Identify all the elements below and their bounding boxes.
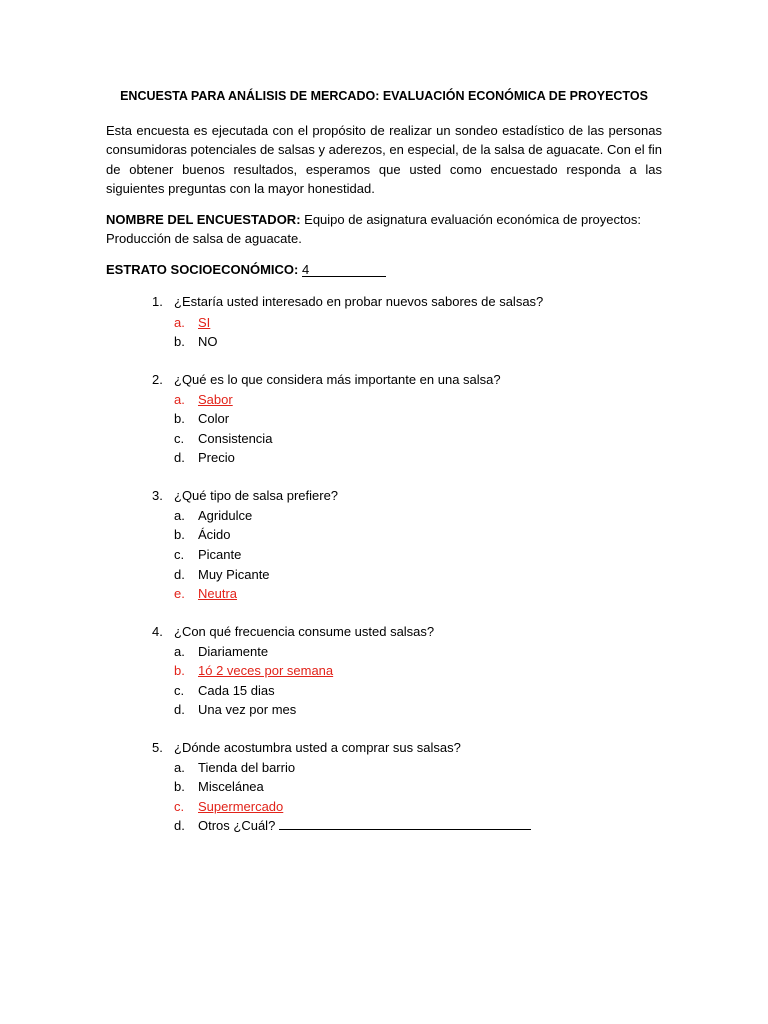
question-4-number: 4. <box>152 624 163 639</box>
q5-option-a-text[interactable]: Tienda del barrio <box>198 760 296 775</box>
estrato-line <box>106 262 386 277</box>
q5-option-d-row <box>198 818 531 833</box>
q3-option-d-text[interactable]: Muy Picante <box>198 567 270 582</box>
encuestador-line <box>106 210 662 249</box>
q3-option-b-text[interactable]: Ácido <box>198 527 231 542</box>
q4-option-b-text: 1ó 2 veces por semana <box>198 663 334 678</box>
q2-option-a-letter: a. <box>174 392 185 407</box>
q5-option-d-text[interactable]: Otros ¿Cuál? <box>198 818 276 833</box>
q5-option-c-selected[interactable] <box>198 799 283 814</box>
q1-option-a-text: SI <box>198 315 211 330</box>
q2-option-d-letter: d. <box>174 450 185 465</box>
q3-option-c-letter: c. <box>174 547 185 562</box>
question-2-number: 2. <box>152 372 163 387</box>
q2-option-b-text[interactable]: Color <box>198 411 230 426</box>
q4-option-d-text[interactable]: Una vez por mes <box>198 702 297 717</box>
q2-option-a-text: Sabor <box>198 392 233 407</box>
encuestador-value: Equipo de asignatura evaluación económica de proyectos: Producción de salsa de aguacate. <box>106 212 641 247</box>
question-4-text: ¿Con qué frecuencia consume usted salsas? <box>174 624 435 639</box>
q4-option-b-selected[interactable] <box>198 663 333 678</box>
document-title: ENCUESTA PARA ANÁLISIS DE MERCADO: EVALUACIÓN ECONÓMICA DE PROYECTOS <box>120 89 648 103</box>
q5-option-c-text: Supermercado <box>198 799 284 814</box>
q2-option-b-letter: b. <box>174 411 185 426</box>
q4-option-c-text[interactable]: Cada 15 dias <box>198 683 275 698</box>
q4-option-c-letter: c. <box>174 683 185 698</box>
q3-option-a-text[interactable]: Agridulce <box>198 508 253 523</box>
q3-option-e-letter: e. <box>174 586 185 601</box>
q5-option-b-letter: b. <box>174 779 185 794</box>
question-3-number: 3. <box>152 488 163 503</box>
q5-option-c-letter: c. <box>174 799 185 814</box>
q5-option-d-letter: d. <box>174 818 185 833</box>
q5-option-a-letter: a. <box>174 760 185 775</box>
q3-option-d-letter: d. <box>174 567 185 582</box>
q1-option-a-letter: a. <box>174 315 185 330</box>
q3-option-e-text: Neutra <box>198 586 238 601</box>
q1-option-b-letter: b. <box>174 334 185 349</box>
q2-option-d-text[interactable]: Precio <box>198 450 235 465</box>
q4-option-b-letter: b. <box>174 663 185 678</box>
question-1-number: 1. <box>152 294 163 309</box>
estrato-label: ESTRATO SOCIOECONÓMICO: <box>106 262 299 277</box>
question-5-number: 5. <box>152 740 163 755</box>
q2-option-a-selected[interactable] <box>198 392 233 407</box>
question-5-text: ¿Dónde acostumbra usted a comprar sus salsas? <box>174 740 461 755</box>
q1-option-a-selected[interactable] <box>198 315 210 330</box>
question-1-text: ¿Estaría usted interesado en probar nuevos sabores de salsas? <box>174 294 544 309</box>
otros-blank-line[interactable] <box>279 818 531 830</box>
q3-option-e-selected[interactable] <box>198 586 237 601</box>
q2-option-c-letter: c. <box>174 431 185 446</box>
q4-option-d-letter: d. <box>174 702 185 717</box>
q4-option-a-letter: a. <box>174 644 185 659</box>
intro-paragraph: Esta encuesta es ejecutada con el propósito de realizar un sondeo estadístico de las personas consumidoras potenciales de salsas y aderezos, en especial, de la salsa de aguacate. Con el fin de obtener buenos resultados, esperamos que usted como encuestado responda a las siguientes preguntas con la mayor honestidad. <box>106 123 662 196</box>
q1-option-b-text[interactable]: NO <box>198 334 218 349</box>
q3-option-b-letter: b. <box>174 527 185 542</box>
q4-option-a-text[interactable]: Diariamente <box>198 644 269 659</box>
q2-option-c-text[interactable]: Consistencia <box>198 431 273 446</box>
question-2-text: ¿Qué es lo que considera más importante en una salsa? <box>174 372 501 387</box>
question-3-text: ¿Qué tipo de salsa prefiere? <box>174 488 339 503</box>
q5-option-b-text[interactable]: Miscelánea <box>198 779 264 794</box>
q3-option-c-text[interactable]: Picante <box>198 547 242 562</box>
q3-option-a-letter: a. <box>174 508 185 523</box>
encuestador-label: NOMBRE DEL ENCUESTADOR: <box>106 212 301 227</box>
estrato-value: 4 <box>302 263 386 277</box>
